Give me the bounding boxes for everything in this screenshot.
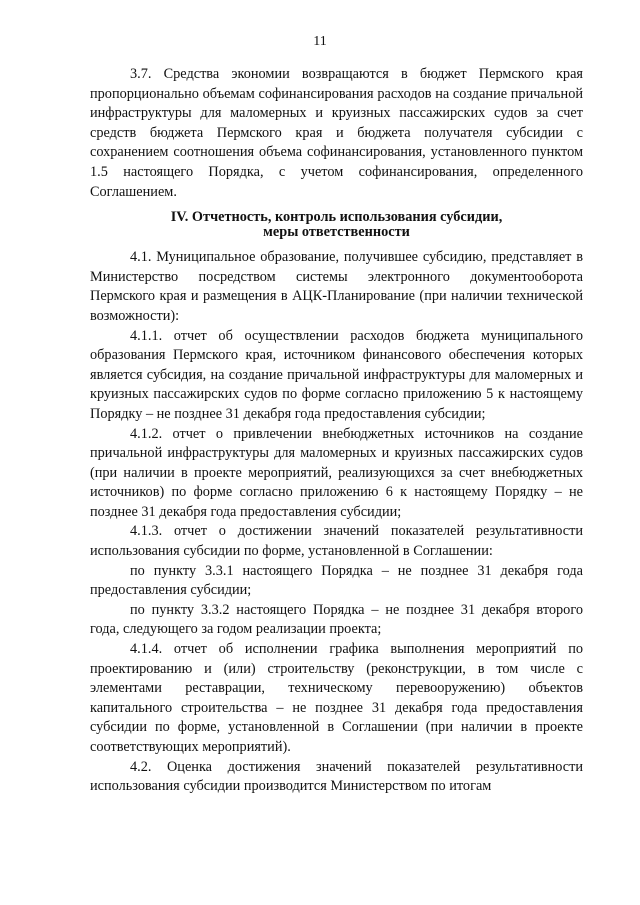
page-number: 11 [313, 34, 327, 49]
paragraph-4-2: 4.2. Оценка достижения значений показателей результативности использования субсидии производится Министерством по итогам [90, 758, 583, 795]
paragraph-item-3-3-1: по пункту 3.3.1 настоящего Порядка – не позднее 31 декабря года предоставления субсидии; [90, 562, 583, 599]
paragraph-4-1-4: 4.1.4. отчет об исполнении графика выполнения мероприятий по проектированию и (или) строительству (реконструкции, в том числе с элементами реставрации, техническому перевооружению) объектов капитального строительства – не позднее 31 декабря года предоставления субсидии по форме, установленной в Соглашении (при наличии в проекте соответствующих мероприятий). [90, 641, 583, 755]
document-body [90, 65, 583, 797]
paragraph-4-1: 4.1. Муниципальное образование, получившее субсидию, представляет в Министерство посредством системы электронного документооборота Пермского края и размещения в АЦК-Планирование (при наличии технической возможности): [90, 249, 583, 324]
section-heading-line-2: меры ответственности [263, 224, 410, 241]
section-heading-line-1: IV. Отчетность, контроль использования субсидии, [170, 209, 503, 226]
paragraph-item-3-3-2: по пункту 3.3.2 настоящего Порядка – не позднее 31 декабря второго года, следующего за годом реализации проекта; [90, 601, 583, 638]
paragraph-4-1-3: 4.1.3. отчет о достижении значений показателей результативности использования субсидии по форме, установленной в Соглашении: [90, 523, 583, 560]
paragraph-4-1-1: 4.1.1. отчет об осуществлении расходов бюджета муниципального образования Пермского края, источником финансового обеспечения которых является субсидия, на создание причальной инфраструктуры для маломерных и круизных пассажирских судов по форме согласно приложению 5 к настоящему Порядку – не позднее 31 декабря года предоставления субсидии; [90, 327, 583, 422]
paragraph-4-1-2: 4.1.2. отчет о привлечении внебюджетных источников на создание причальной инфраструктуры для маломерных и круизных пассажирских судов (при наличии в проекте мероприятий, реализующихся за счет внебюджетных источников) по форме согласно приложению 6 к настоящему Порядку – не позднее 31 декабря года предоставления субсидии; [90, 425, 583, 520]
section-heading [90, 210, 583, 240]
paragraph-3-7: 3.7. Средства экономии возвращаются в бюджет Пермского края пропорционально объемам софинансирования расходов на создание причальной инфраструктуры для маломерных и круизных пассажирских судов за счет средств бюджета Пермского края и бюджета получателя субсидии с сохранением соотношения объема софинансирования, установленного пунктом 1.5 настоящего Порядка, с учетом софинансирования, определенного Соглашением. [90, 66, 583, 200]
